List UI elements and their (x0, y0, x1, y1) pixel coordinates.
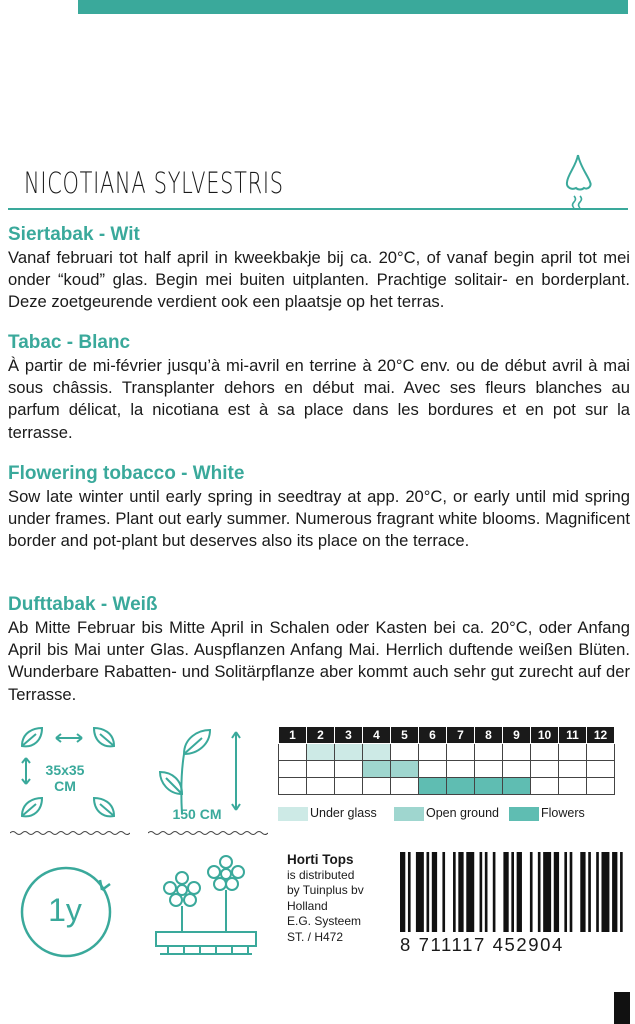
calendar-cell (503, 744, 531, 761)
barcode-bar (580, 852, 585, 932)
lifespan-label: 1y (48, 892, 82, 928)
company-line: ST. / H472 (287, 929, 344, 944)
barcode-bar (538, 852, 541, 932)
company-line: E.G. Systeem (287, 914, 362, 929)
barcode-number: 8 711117 452904 (400, 934, 564, 955)
calendar-cell (335, 778, 363, 795)
legend-label-under-glass: Under glass (310, 806, 377, 820)
calendar-cell (559, 744, 587, 761)
barcode-bar (427, 852, 430, 932)
barcode-bar (511, 852, 514, 932)
barcode-bar (530, 852, 533, 932)
calendar-row (279, 778, 615, 795)
barcode-bar (543, 852, 551, 932)
company-line: is distributed (287, 867, 355, 882)
legend-label-flowers: Flowers (541, 806, 585, 820)
calendar-cell (447, 761, 475, 778)
calendar-cell (419, 744, 447, 761)
calendar-month-header: 1 (279, 727, 307, 744)
barcode-bar (493, 852, 496, 932)
section-heading-fr: Tabac - Blanc (8, 332, 131, 353)
divider-wave (148, 830, 268, 836)
title-row (8, 160, 628, 210)
divider-wave (10, 830, 130, 836)
calendar-cell (307, 778, 335, 795)
barcode-bar (554, 852, 559, 932)
barcode-bar (453, 852, 456, 932)
height-label: 150 CM (172, 806, 222, 822)
calendar-cell (475, 761, 503, 778)
calendar-month-header: 5 (391, 727, 419, 744)
barcode-bar (400, 852, 405, 932)
spacing-label (40, 762, 90, 794)
legend-flowers (509, 806, 585, 821)
calendar-cell (279, 744, 307, 761)
calendar-month-header: 12 (587, 727, 615, 744)
calendar-cell (419, 778, 447, 795)
barcode-bar (564, 852, 567, 932)
legend-under-glass (278, 806, 377, 821)
barcode-bar (517, 852, 522, 932)
calendar-cell (391, 778, 419, 795)
calendar-cell (475, 744, 503, 761)
calendar-cell (335, 761, 363, 778)
barcode-bar (466, 852, 474, 932)
calendar-row (279, 761, 615, 778)
spacing-label-line1: 35x35 (45, 762, 85, 778)
barcode-bar (570, 852, 573, 932)
sowing-calendar (278, 726, 615, 795)
barcode-bar (432, 852, 437, 932)
calendar-cell (391, 761, 419, 778)
calendar-cell (531, 744, 559, 761)
calendar-cell (587, 761, 615, 778)
legend-swatch-flowers (509, 807, 539, 821)
calendar-cell (531, 778, 559, 795)
nose-icon (562, 152, 596, 214)
calendar-cell (587, 778, 615, 795)
barcode-bar (588, 852, 591, 932)
calendar-cell (559, 778, 587, 795)
section-text-de: Ab Mitte Februar bis Mitte April in Schalen oder Kasten bei ca. 20°C, oder Anfang April bis Mai unter Glas. Auspflanzen Anfang Mai. Herrlich duftende weißen Blüten. Wunderbare Rabatten- und Solitärpflanze aber kommt auch sehr gut zurecht auf der Terrasse. (8, 618, 630, 704)
barcode-bar (612, 852, 617, 932)
barcode-image (400, 852, 628, 932)
barcode-bar (408, 852, 411, 932)
spacing-label-line2: CM (54, 778, 76, 794)
calendar-cell (363, 761, 391, 778)
calendar-cell (503, 761, 531, 778)
legend-swatch-open-ground (394, 807, 424, 821)
calendar-cell (475, 778, 503, 795)
calendar-month-header: 6 (419, 727, 447, 744)
barcode-bar (601, 852, 609, 932)
legend-swatch-under-glass (278, 807, 308, 821)
calendar-month-header: 7 (447, 727, 475, 744)
section-text-nl: Vanaf februari tot half april in kweekbakje bij ca. 20°C, of vanaf begin april tot mei onder “koud” glas. Begin mei buiten uitplanten. Prachtige solitair- en borderplant. Deze zoetgeurende verdient ook een plaatsje op het terras. (8, 248, 630, 312)
calendar-month-header: 9 (503, 727, 531, 744)
barcode-bar (620, 852, 623, 932)
page-title: NICOTIANA SYLVESTRIS (24, 166, 284, 200)
barcode-bar (503, 852, 508, 932)
barcode-bar (485, 852, 488, 932)
calendar-cell (391, 744, 419, 761)
section-heading-de: Dufttabak - Weiß (8, 594, 158, 615)
barcode-bar (458, 852, 463, 932)
calendar-month-header: 10 (531, 727, 559, 744)
company-line: Holland (287, 898, 328, 913)
section-text-fr: À partir de mi-février jusqu’à mi-avril en terrine à 20°C env. ou de début avril à mai sous châssis. Transplanter dehors en début mai. Avec ses fleurs blanches au parfum délicat, la nicotiana est à sa place dans les bordures et en pot sur la terrasse. (8, 356, 630, 442)
calendar-month-header: 3 (335, 727, 363, 744)
calendar-cell (559, 761, 587, 778)
calendar-cell (531, 761, 559, 778)
calendar-cell (307, 761, 335, 778)
barcode-bar (480, 852, 483, 932)
distributor-info (287, 852, 364, 946)
calendar-cell (447, 744, 475, 761)
barcode-bar (596, 852, 599, 932)
legend-label-open-ground: Open ground (426, 806, 499, 820)
company-line: by Tuinplus bv (287, 883, 364, 898)
company-name: Horti Tops (287, 852, 354, 867)
calendar-cell (503, 778, 531, 795)
calendar-cell (419, 761, 447, 778)
calendar-cell (447, 778, 475, 795)
calendar-month-header: 2 (307, 727, 335, 744)
calendar-cell (307, 744, 335, 761)
calendar-cell (363, 744, 391, 761)
section-heading-nl: Siertabak - Wit (8, 224, 140, 245)
legend-open-ground (394, 806, 499, 821)
calendar-month-header: 4 (363, 727, 391, 744)
corner-mark (614, 992, 630, 1024)
calendar-month-header: 8 (475, 727, 503, 744)
barcode-bar (442, 852, 445, 932)
top-accent-bar (78, 0, 628, 14)
calendar-cell (279, 761, 307, 778)
calendar-row (279, 744, 615, 761)
barcode-bar (416, 852, 424, 932)
calendar-cell (363, 778, 391, 795)
calendar-cell (587, 744, 615, 761)
section-text-en: Sow late winter until early spring in seedtray at app. 20°C, or early until mid spring under frames. Plant out early summer. Numerous fragrant white blooms. Magnificent border and pot-plant but deserves also its place on the terrace. (8, 487, 630, 551)
section-heading-en: Flowering tobacco - White (8, 463, 245, 484)
calendar-cell (335, 744, 363, 761)
calendar-cell (279, 778, 307, 795)
calendar-month-header: 11 (559, 727, 587, 744)
plant-tray-icon (150, 852, 262, 958)
